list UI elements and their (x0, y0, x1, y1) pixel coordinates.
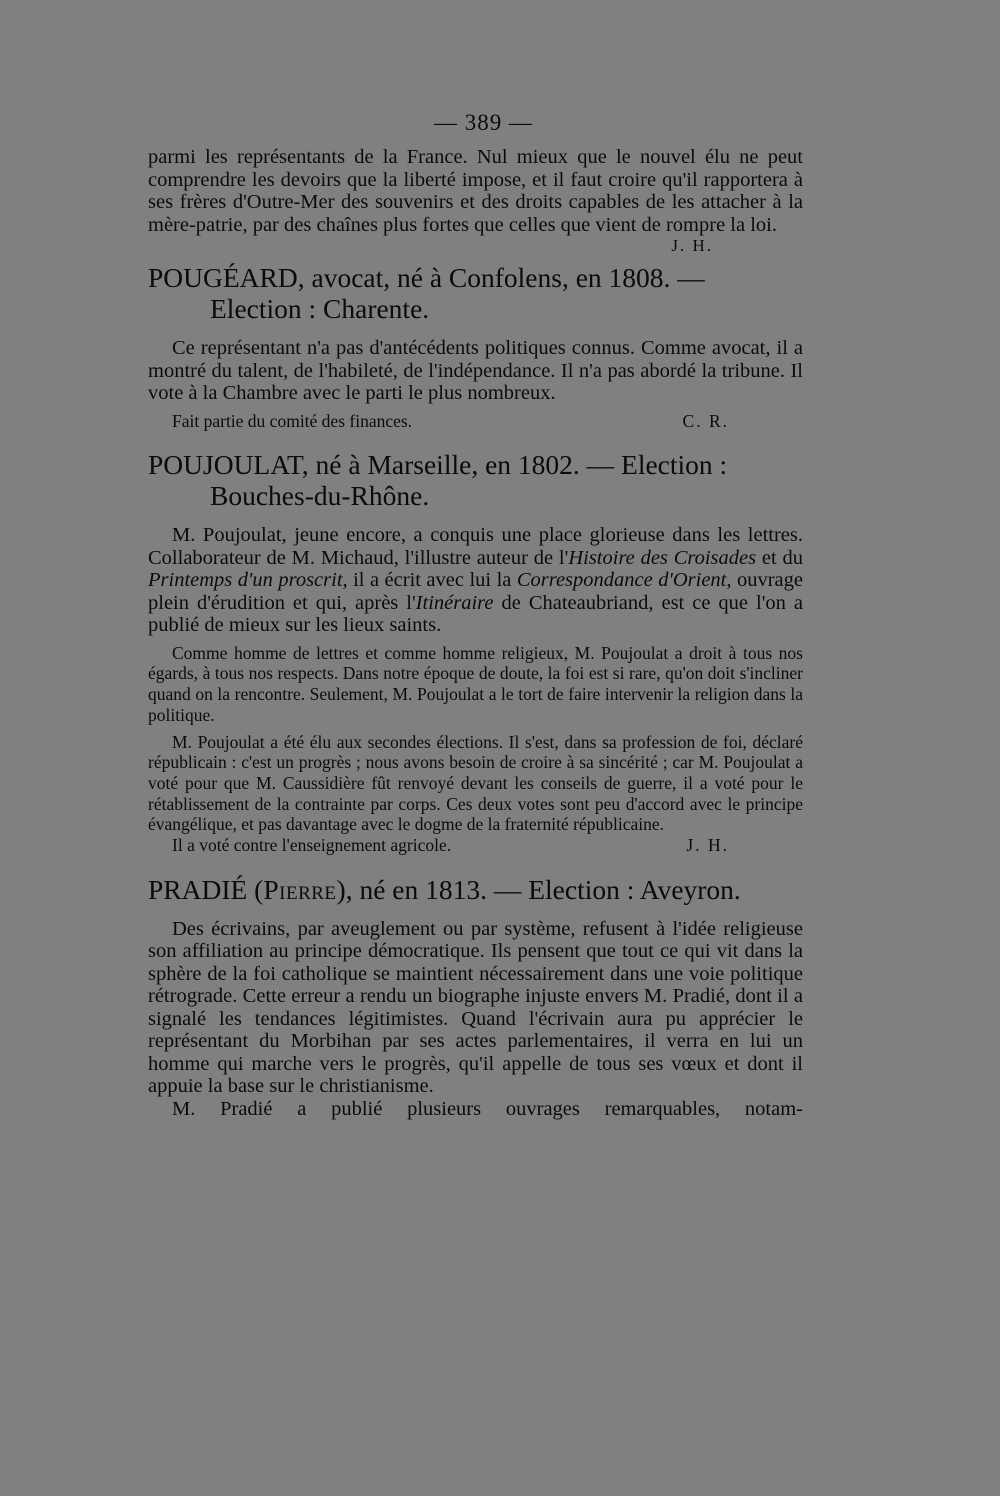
pradie-heading-firstname: Pierre (263, 873, 337, 905)
poujoulat-p1-text-b: et du (756, 546, 803, 569)
pougeard-paragraph: Ce représentant n'a pas d'antécédents politiques connus. Comme avocat, il a montré du talent, de l'habileté, de l'indépendance. Il n'a pas abordé la tribune. Il vote à la Chambre avec le parti le plus nombreux. (148, 337, 803, 404)
poujoulat-paragraph-2: Comme homme de lettres et comme homme religieux, M. Poujoulat a droit à tous nos égards, à tous nos respects. Dans notre époque de doute, la foi est si rare, qu'on doit s'incliner quand on la rencontre. Seulement, M. Poujoulat a le tort de faire intervenir la religion dans la politique. (148, 642, 803, 725)
intro-signature: J. H. (671, 236, 713, 255)
poujoulat-paragraph-4 (148, 835, 803, 856)
pradie-paragraph-2: M. Pradié a publié plusieurs ouvrages remarquables, notam- (172, 1097, 803, 1120)
pradie-heading-a: PRADIÉ ( (148, 873, 264, 905)
entry-pradie (148, 874, 803, 1121)
pradie-paragraph-1: Des écrivains, par aveuglement ou par système, refusent à l'idée religieuse son affiliation au principe démocratique. Ils pensent que tout ce qui vit dans la sphère de la foi catholique se maintient nécessairement dans une voie politique rétrograde. Cette erreur a rendu un biographe injuste envers M. Pradié, dont il a signalé les tendances légitimistes. Quand l'écrivain aura pu apprécier le représentant du Morbihan par ses actes parlementaires, il verra en lui un homme qui marche vers le progrès, qu'il appelle de tous ses vœux et dont il appuie la base sur le christianisme. (148, 917, 803, 1098)
pougeard-note-text: Fait partie du comité des finances. (172, 410, 413, 431)
poujoulat-paragraph-1 (148, 524, 803, 637)
poujoulat-p4-text: Il a voté contre l'enseignement agricole. (172, 835, 452, 856)
poujoulat-signature: J. H. (686, 835, 729, 856)
pougeard-signature: C. R. (682, 410, 729, 431)
pougeard-note (148, 411, 803, 432)
poujoulat-p1-text-d: , ouvrage plein d'érudition et qui, après l' (148, 569, 803, 614)
entry-heading-poujoulat: POUJOULAT, né à Marseille, en 1802. — Election : Bouches-du-Rhône. (148, 449, 728, 512)
page-number: — 389 — (434, 110, 533, 135)
pradie-heading-b: ), né en 1813. — Election : Aveyron. (336, 873, 741, 905)
book-page (148, 110, 803, 1120)
work-title-correspondance-d-orient: Correspondance d'Orient (516, 569, 727, 592)
work-title-printemps-d-un-proscrit: Printemps d'un proscrit (148, 569, 343, 592)
poujoulat-p1-text-e: de Chateaubriand, est ce que l'on a publié de mieux sur les lieux saints. (148, 591, 803, 637)
entry-poujoulat (148, 449, 803, 856)
poujoulat-p1-text-c: , il a écrit avec lui la (342, 569, 517, 592)
entry-heading-pougeard: POUGÉARD, avocat, né à Confolens, en 1808. — Election : Charente. (148, 262, 705, 324)
work-title-itineraire: Itinéraire (415, 591, 494, 614)
work-title-histoire-des-croisades: Histoire des Croisades (568, 546, 757, 569)
intro-paragraph: parmi les représentants de la France. Nul mieux que le nouvel élu ne peut comprendre les devoirs que la liberté impose, et il faut croire qu'il rapportera à ses frères d'Outre-Mer des souvenirs et des droits capables de les attacher à la mère-patrie, par des chaînes plus fortes que celles que vient de rompre la loi. (148, 146, 803, 236)
entry-heading-pradie (148, 874, 803, 905)
entry-pougeard (148, 262, 803, 431)
poujoulat-p1-text-a: M. Poujoulat, jeune encore, a conquis une place glorieuse dans les lettres. Collaborateur de M. Michaud, l'illustre auteur de l' (148, 524, 803, 569)
poujoulat-paragraph-3: M. Poujoulat a été élu aux secondes élections. Il s'est, dans sa profession de foi, déclaré républicain : c'est un progrès ; nous avons besoin de croire à sa sincérité ; car M. Poujoulat a voté pour que M. Caussidière fût renvoyé devant les conseils de guerre, il a voté pour le rétablissement de la contrainte par corps. Ces deux votes sont peu d'accord avec le principe évangélique, et pas davantage avec le dogme de la fraternité républicaine. (148, 731, 803, 835)
